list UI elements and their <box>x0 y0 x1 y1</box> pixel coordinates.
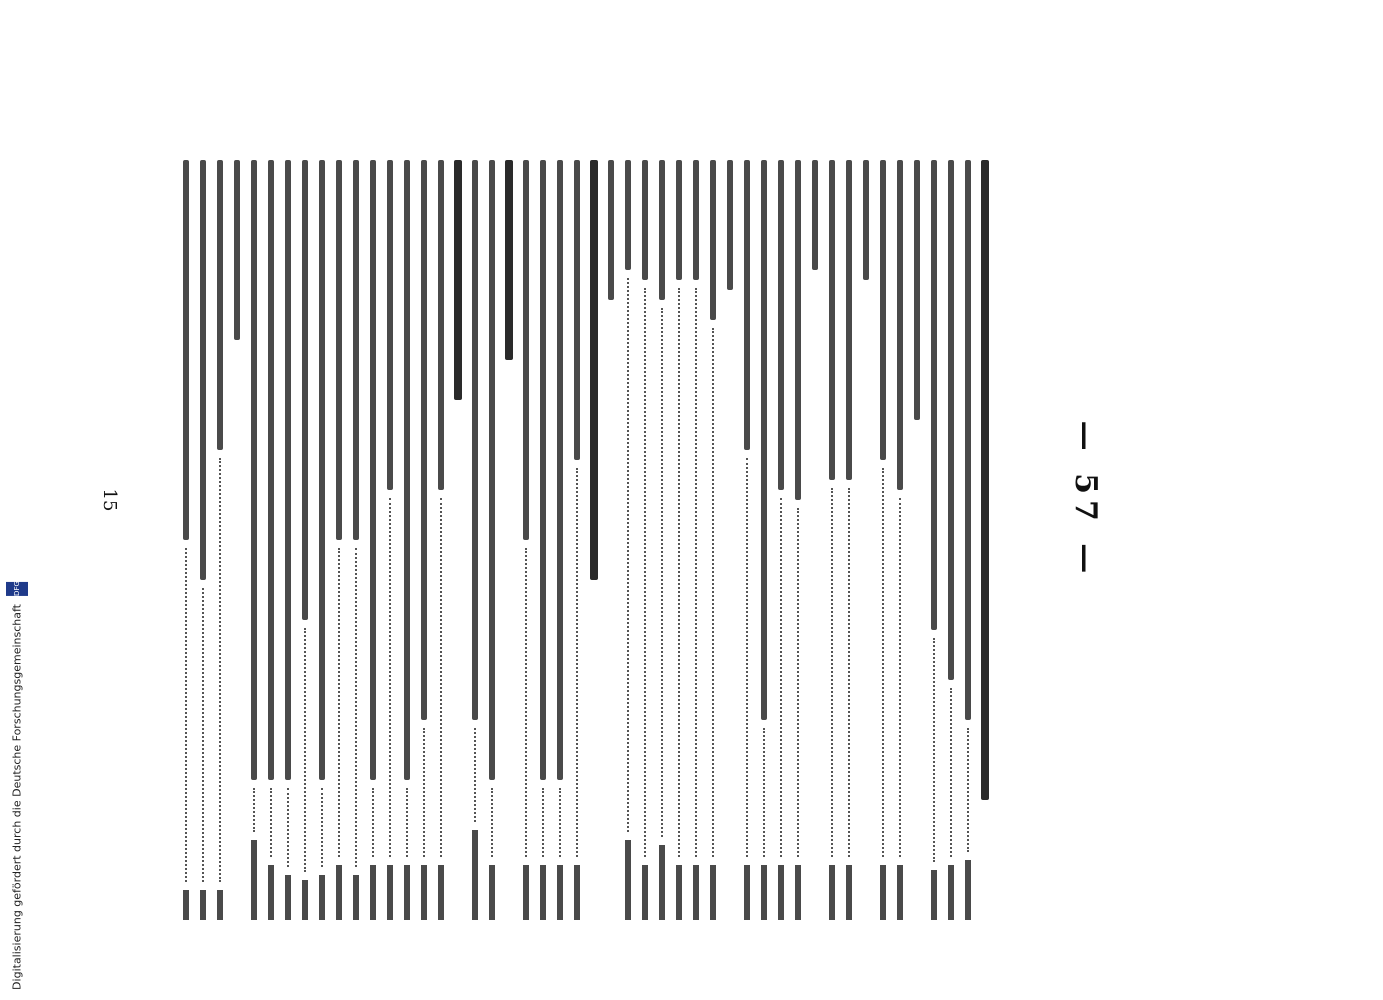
list-item <box>775 160 787 920</box>
list-item <box>248 160 260 920</box>
list-item <box>537 160 549 920</box>
list-item <box>197 160 209 920</box>
page-folio: 15 <box>99 488 120 512</box>
list-item <box>758 160 770 920</box>
list-item <box>894 160 906 920</box>
list-item <box>809 160 821 920</box>
list-item <box>928 160 940 920</box>
list-item <box>180 160 192 920</box>
banner-text: Digitalisierung gefördert durch die Deutsche Forschungsgemeinschaft <box>10 604 24 990</box>
list-item <box>452 160 464 920</box>
list-item <box>265 160 277 920</box>
list-item <box>214 160 226 920</box>
list-item <box>367 160 379 920</box>
list-item <box>741 160 753 920</box>
list-item <box>418 160 430 920</box>
list-item <box>333 160 345 920</box>
list-item <box>605 160 617 920</box>
list-item <box>316 160 328 920</box>
list-item <box>962 160 974 920</box>
list-item <box>911 160 923 920</box>
list-item <box>435 160 447 920</box>
list-item <box>656 160 668 920</box>
list-item <box>622 160 634 920</box>
list-item <box>860 160 872 920</box>
list-item <box>792 160 804 920</box>
list-item <box>282 160 294 920</box>
list-item <box>588 160 600 920</box>
list-item <box>673 160 685 920</box>
list-item <box>724 160 736 920</box>
index-list <box>175 160 991 920</box>
list-item <box>486 160 498 920</box>
list-item <box>979 160 991 920</box>
list-item <box>231 160 243 920</box>
list-item <box>554 160 566 920</box>
list-item <box>571 160 583 920</box>
digitization-banner <box>10 578 24 990</box>
list-item <box>690 160 702 920</box>
list-item <box>945 160 957 920</box>
list-item <box>639 160 651 920</box>
list-item <box>384 160 396 920</box>
list-item <box>843 160 855 920</box>
list-item <box>520 160 532 920</box>
list-item <box>707 160 719 920</box>
dfg-logo-icon: DFG <box>6 582 28 596</box>
list-item <box>299 160 311 920</box>
list-item <box>877 160 889 920</box>
scanned-page <box>11 0 1221 1000</box>
page-title: — 57 — <box>1068 420 1103 580</box>
list-item <box>469 160 481 920</box>
list-item <box>503 160 515 920</box>
list-item <box>401 160 413 920</box>
list-item <box>826 160 838 920</box>
list-item <box>350 160 362 920</box>
